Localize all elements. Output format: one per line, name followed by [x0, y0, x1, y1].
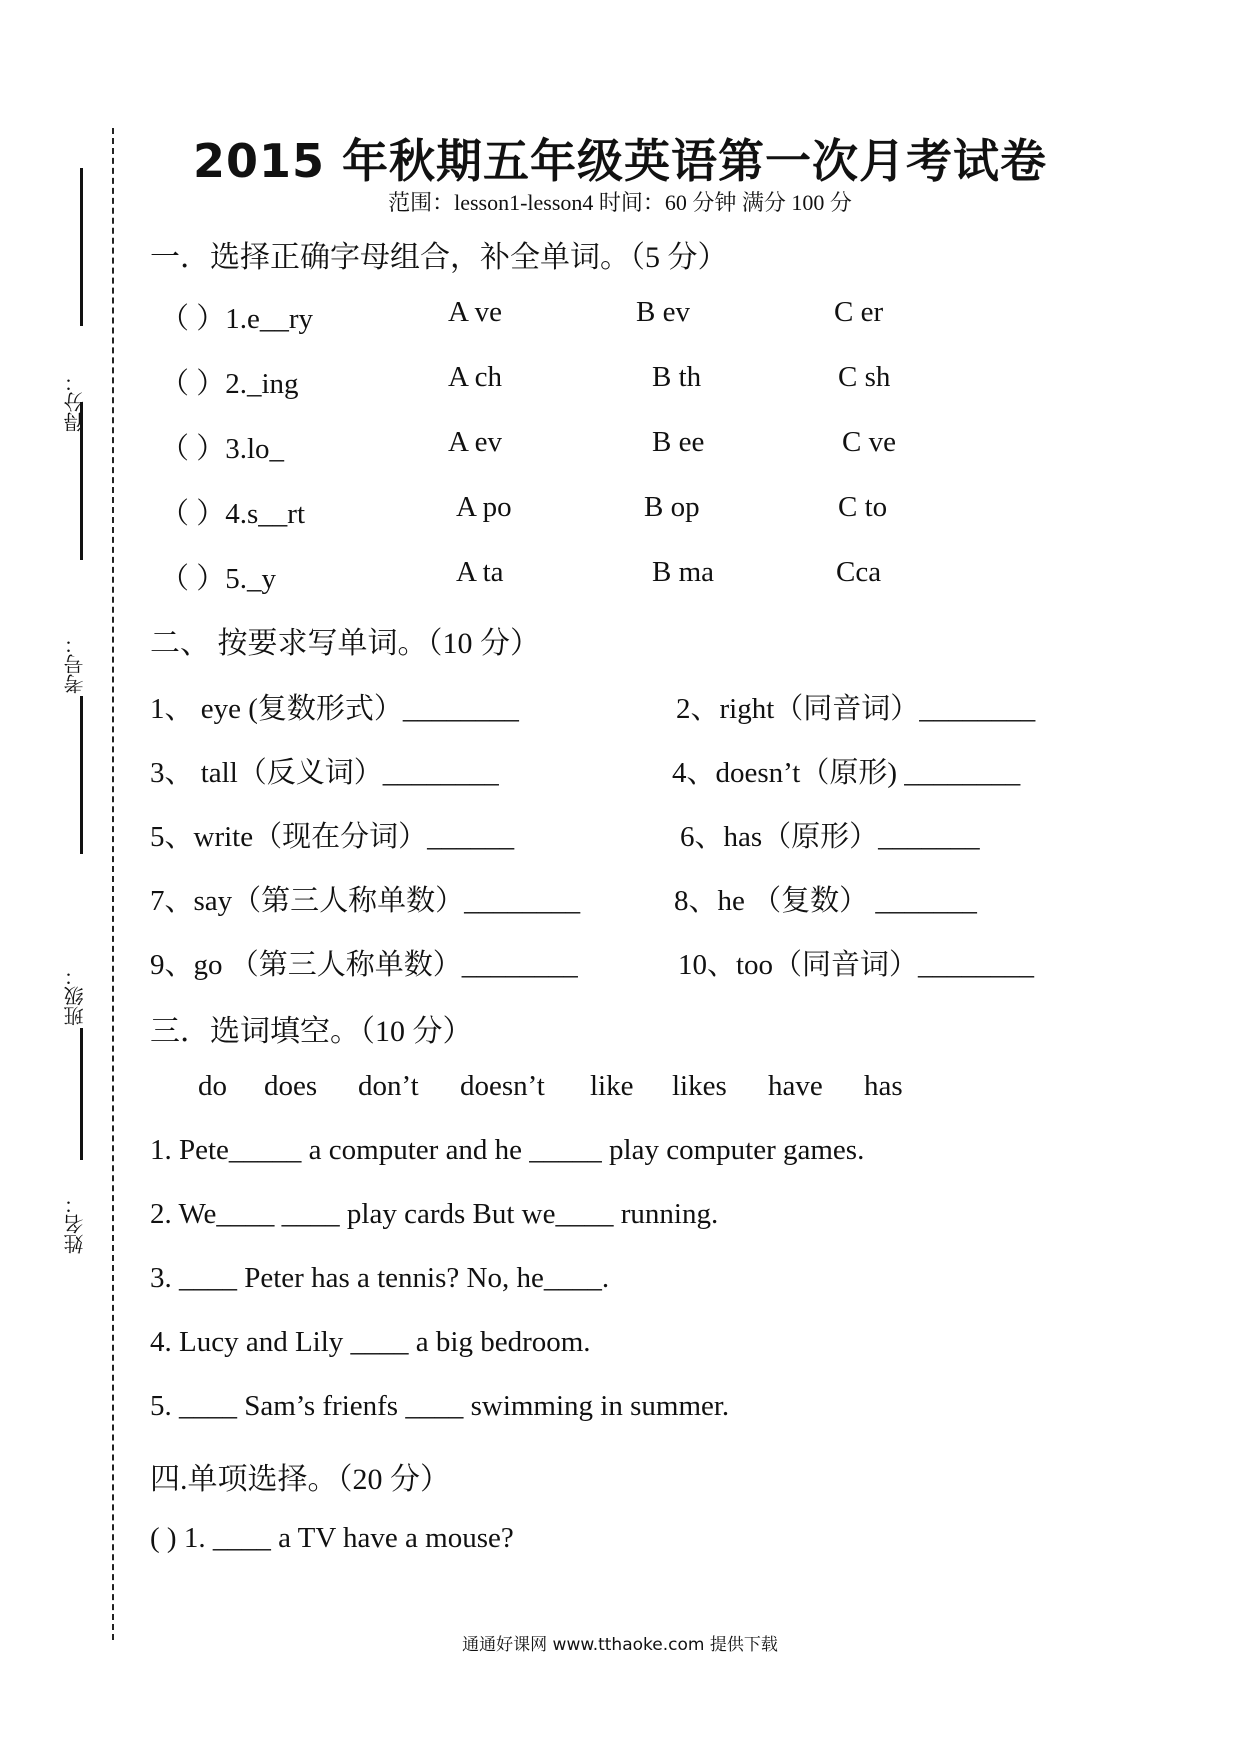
s3-item1: 1. Pete_____ a computer and he _____ play computer games.: [150, 1134, 865, 1166]
section1-heading: 一．选择正确字母组合，补全单词。（5 分）: [150, 241, 728, 274]
class-line: [80, 696, 83, 854]
s1-q5-b: B ma: [652, 556, 715, 588]
s2-item2: 2、right（同音词）________: [676, 693, 1036, 725]
s1-q2-b: B th: [652, 361, 702, 393]
word-bank-do: do: [198, 1070, 227, 1102]
s2-item6: 6、has（原形）_______: [680, 821, 980, 853]
s3-item5: 5. ____ Sam’s frienfs ____ swimming in summer.: [150, 1390, 730, 1422]
word-bank-like: like: [590, 1070, 634, 1102]
section2-heading: 二、 按要求写单词。（10 分）: [150, 627, 540, 660]
s1-q3-b: B ee: [652, 426, 705, 458]
s3-item2: 2. We____ ____ play cards But we____ running.: [150, 1198, 719, 1230]
s1-q2-c: C sh: [838, 361, 891, 393]
exam-subtitle: 范围：lesson1-lesson4 时间：60 分钟 满分 100 分: [388, 190, 852, 215]
section4-heading: 四.单项选择。（20 分）: [150, 1463, 450, 1496]
word-bank-dont: don’t: [358, 1070, 419, 1102]
name-label: 姓名：: [63, 1194, 87, 1254]
s2-item4: 4、doesn’t（原形) ________: [672, 757, 1021, 789]
s1-q1-c: C er: [834, 296, 884, 328]
s1-q1-b: B ev: [636, 296, 690, 328]
s2-item3: 3、 tall（反义词）________: [150, 757, 499, 789]
word-bank-does: does: [264, 1070, 318, 1102]
exam-title: 2015 年秋期五年级英语第一次月考试卷: [192, 134, 1048, 188]
s1-q4-a: A po: [456, 491, 512, 523]
exam-number-label: 考号：: [63, 634, 87, 694]
binding-dashed-line: [112, 128, 114, 1640]
s2-item7: 7、say（第三人称单数）________: [150, 885, 581, 917]
word-bank-likes: likes: [672, 1070, 727, 1102]
s1-q4-c: C to: [838, 491, 888, 523]
s4-item1: ( ) 1. ____ a TV have a mouse?: [150, 1522, 514, 1554]
section3-heading: 三．选词填空。（10 分）: [150, 1015, 473, 1048]
s1-q1: （ ）1.e__ry: [160, 303, 314, 335]
s1-q4: （ ）4.s__rt: [160, 498, 306, 530]
s2-item5: 5、write（现在分词）______: [150, 821, 515, 853]
word-bank-doesnt: doesn’t: [460, 1070, 545, 1102]
s1-q3-a: A ev: [448, 426, 502, 458]
s3-item3: 3. ____ Peter has a tennis? No, he____.: [150, 1262, 610, 1294]
s2-item8: 8、he （复数） _______: [674, 885, 977, 917]
class-label: 班级：: [63, 966, 87, 1026]
s1-q3-c: C ve: [842, 426, 896, 458]
s1-q4-b: B op: [644, 491, 700, 523]
s2-item1: 1、 eye (复数形式）________: [150, 693, 519, 725]
s2-item9: 9、go （第三人称单数）________: [150, 949, 578, 981]
footer-credit: 通通好课网 www.tthaoke.com 提供下载: [462, 1635, 778, 1655]
s1-q5: （ ）5._y: [160, 563, 277, 595]
word-bank-has: has: [864, 1070, 903, 1102]
s1-q2-a: A ch: [448, 361, 502, 393]
s3-item4: 4. Lucy and Lily ____ a big bedroom.: [150, 1326, 591, 1358]
name-line: [80, 1028, 83, 1160]
s1-q3: （ ）3.lo_: [160, 433, 285, 465]
s1-q5-a: A ta: [456, 556, 504, 588]
exam-number-line: [80, 402, 83, 560]
s1-q2: （ ）2._ing: [160, 368, 299, 400]
s1-q5-c: Cca: [836, 556, 882, 588]
s2-item10: 10、too（同音词）________: [678, 949, 1035, 981]
s1-q1-a: A ve: [448, 296, 502, 328]
word-bank-have: have: [768, 1070, 823, 1102]
score-label: 得分：: [63, 372, 87, 432]
